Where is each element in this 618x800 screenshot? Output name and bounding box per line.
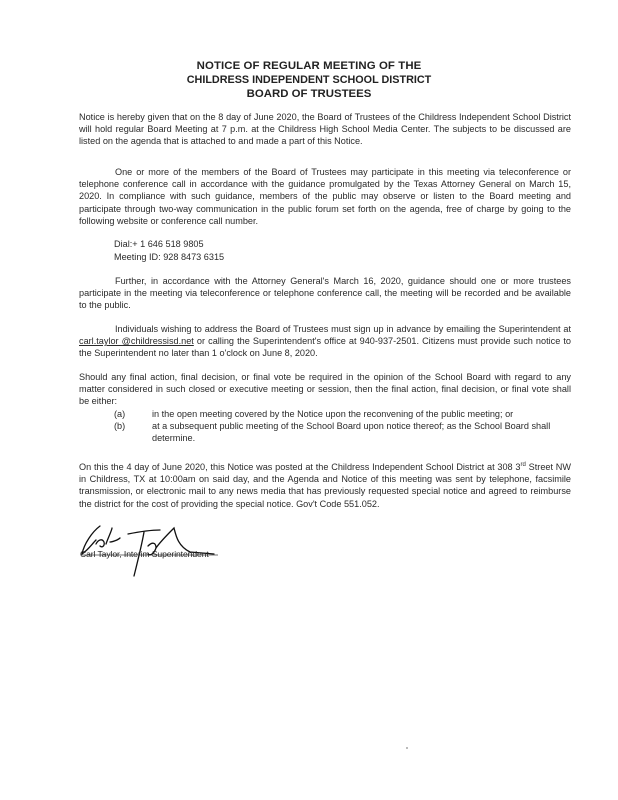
list-item-text: in the open meeting covered by the Notice upon the reconvening of the public meeting; or (152, 409, 514, 419)
public-comment-text-2: or calling the Superintendent's office at 940-937-2501. Citizens must provide such notice to the Superintendent no later than 1 o'clock on June 8, 2020. (79, 336, 571, 359)
list-item-label: (a) (114, 409, 126, 419)
paragraph-recording: Further, in accordance with the Attorney General's March 16, 2020, guidance should one or more trustees participate in the meeting via teleconference or telephone conference call, the meeting will be recorded and be available to the public. (79, 276, 571, 311)
public-comment-text-1: Individuals wishing to address the Board of Trustees must sign up in advance by emailing the Superintendent at (115, 324, 571, 334)
meeting-id: Meeting ID: 928 8473 6315 (114, 252, 225, 262)
scan-speck (406, 747, 408, 749)
dial-in-number: Dial:+ 1 646 518 9805 (114, 239, 204, 249)
posting-text-1: On this the 4 day of June 2020, this Notice was posted at the Childress Independent School District at 308 3 (79, 462, 521, 472)
title-line-3: BOARD OF TRUSTEES (246, 88, 372, 100)
paragraph-meeting-notice: Notice is hereby given that on the 8 day of June 2020, the Board of Trustees of the Childress Independent School District will hold regular Board Meeting at 7 p.m. at the Childress High School Media Center. The subjects to be discussed are listed on the agenda that is attached to and made a part of this Notice. (79, 112, 571, 147)
list-item-b (114, 420, 574, 446)
list-item-text: at a subsequent public meeting of the School Board upon notice thereof; as the School Board shall determine. (152, 421, 551, 444)
paragraph-final-action: Should any final action, final decision, or final vote be required in the opinion of the School Board with regard to any matter considered in such closed or executive meeting or session, then the final action, final decision, or final vote shall be either: (79, 372, 571, 407)
signature-caption: Carl Taylor, Interim Superintendent (80, 549, 209, 559)
paragraph-posting (79, 461, 571, 510)
paragraph-teleconference: One or more of the members of the Board of Trustees may participate in this meeting via teleconference or telephone conference call in accordance with the guidance promulgated by the Texas Attorney General on March 15, 2020. In compliance with such guidance, members of the public may observe or listen to the Board meeting and participate through two-way communication in the public forum set forth on the agenda, free of charge by going to the following website or conference call number. (79, 167, 571, 226)
posting-text-2: Street NW in Childress, TX at 10:00am on said day, and the Agenda and Notice of this meeting was sent by telephone, facsimile transmission, or electronic mail to any news media that has previously requested special notice and agreed to reimburse the district for the cost of providing the special notice. Gov't Code 551.052. (79, 462, 572, 509)
paragraph-public-comment (79, 323, 571, 360)
title-line-2: CHILDRESS INDEPENDENT SCHOOL DISTRICT (186, 74, 432, 86)
notice-title (0, 59, 618, 101)
ordinal-suffix: rd (520, 461, 526, 468)
title-line-1: NOTICE OF REGULAR MEETING OF THE (196, 60, 422, 72)
list-item-label: (b) (114, 421, 126, 431)
superintendent-email-link[interactable]: carl.taylor @childressisd.net (79, 336, 194, 347)
